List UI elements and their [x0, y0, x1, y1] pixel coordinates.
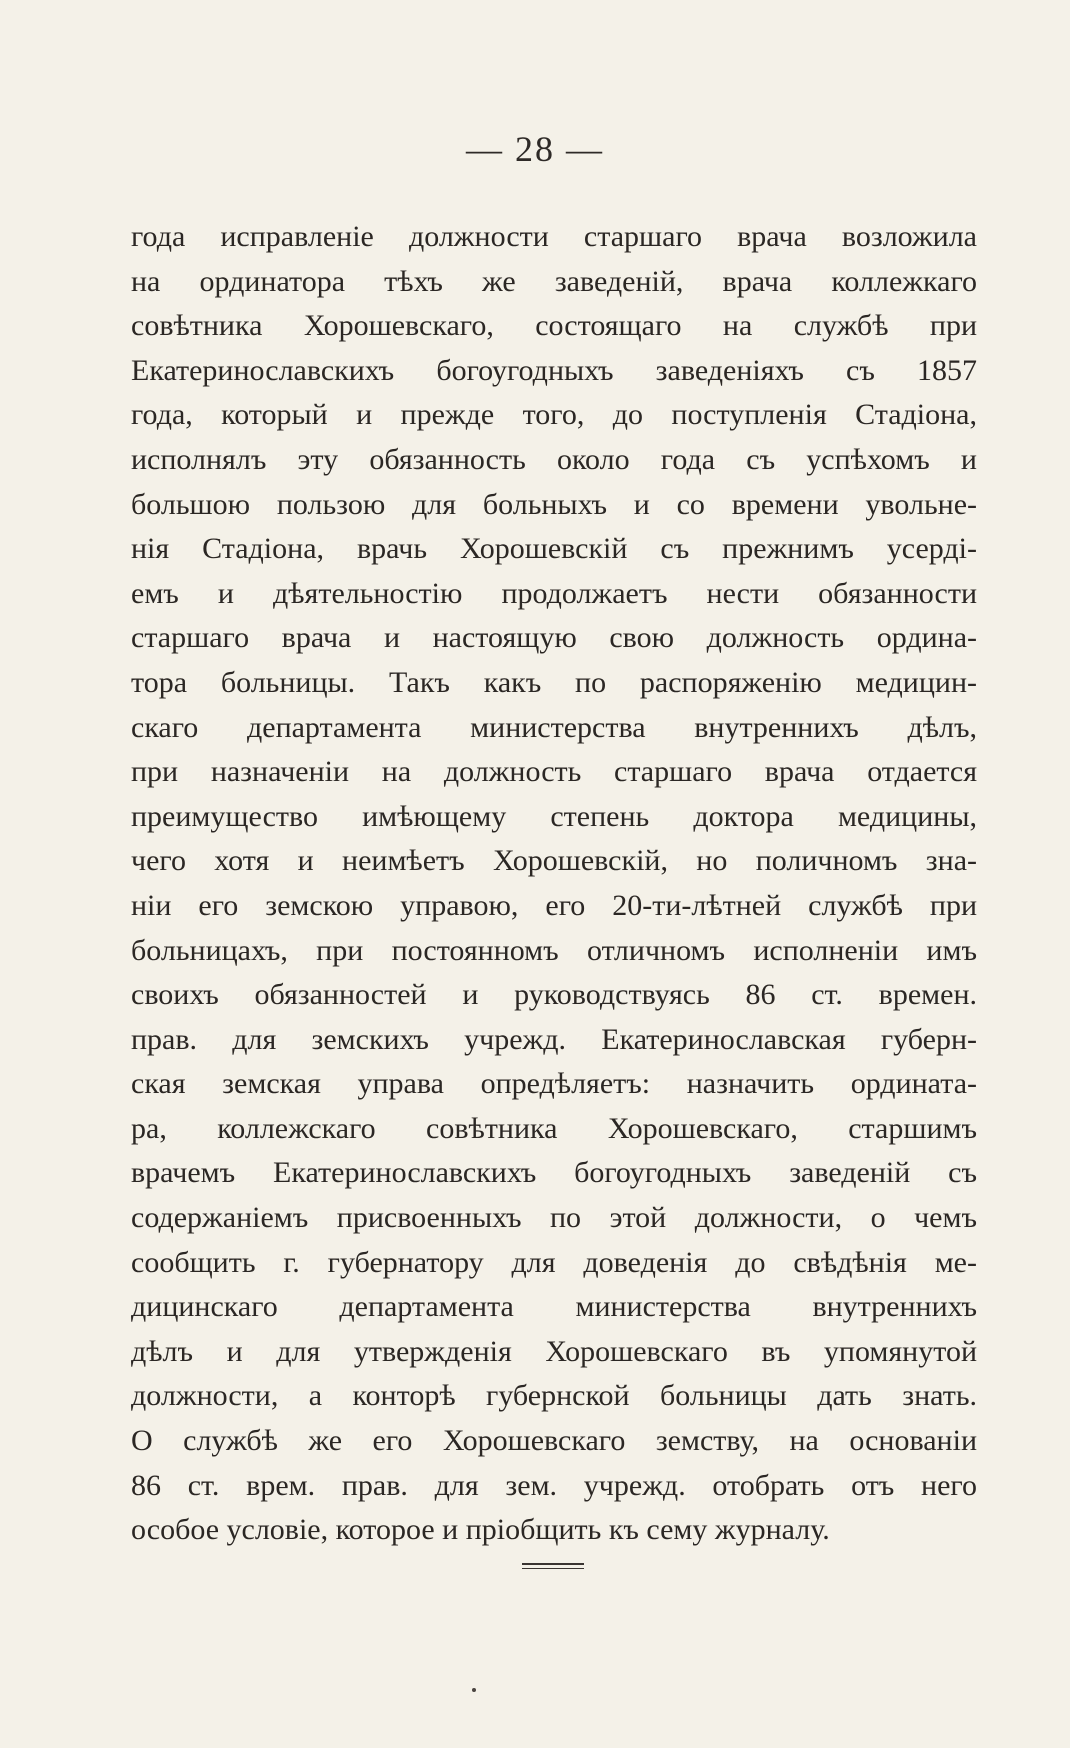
text-line: при назначеніи на должность старшаго врача отдается: [131, 755, 977, 789]
text-line: нія Стадіона, врачь Хорошевскій съ прежнимъ усерді-: [131, 532, 977, 566]
text-line: дѣлъ и для утвержденія Хорошевскаго въ упомянутой: [131, 1334, 977, 1368]
text-line: совѣтника Хорошевскаго, состоящаго на службѣ при: [131, 309, 977, 343]
text-line: дицинскаго департамента министерства внутреннихъ: [131, 1290, 977, 1324]
text-line: ра, коллежскаго совѣтника Хорошевскаго, старшимъ: [131, 1111, 977, 1145]
text-line: 86 ст. врем. прав. для зем. учрежд. отобрать отъ него: [131, 1468, 977, 1502]
text-line: прав. для земскихъ учрежд. Екатеринославская губерн-: [131, 1022, 977, 1056]
text-line: сообщить г. губернатору для доведенія до свѣдѣнія ме-: [131, 1245, 977, 1279]
text-line: ская земская управа опредѣляетъ: назначить ордината-: [131, 1067, 977, 1101]
text-line: исполнялъ эту обязанность около года съ успѣхомъ и: [131, 442, 977, 476]
text-line: года исправленіе должности старшаго врача возложила: [131, 220, 977, 253]
text-line: старшаго врача и настоящую свою должность ордина-: [131, 621, 977, 655]
text-line: О службѣ же его Хорошевскаго земству, на основаніи: [131, 1424, 977, 1458]
print-speck: [472, 1688, 476, 1692]
text-line: содержаніемъ присвоенныхъ по этой должности, о чемъ: [131, 1201, 977, 1235]
text-line: должности, а конторѣ губернской больницы дать знать.: [131, 1379, 977, 1413]
text-line: особое условіе, которое и пріобщить къ сему журналу.: [131, 1513, 830, 1547]
page-number: — 28 —: [466, 129, 604, 169]
text-line: большою пользою для больныхъ и со времени увольне-: [131, 487, 977, 521]
text-line: года, который и прежде того, до поступленія Стадіона,: [131, 398, 977, 432]
body-text: [131, 215, 977, 1553]
text-line: емъ и дѣятельностію продолжаетъ нести обязанности: [131, 576, 977, 610]
text-line: на ординатора тѣхъ же заведеній, врача коллежкаго: [131, 264, 977, 298]
text-line: Екатеринославскихъ богоугодныхъ заведеніяхъ съ 1857: [131, 353, 977, 387]
section-end-rule: [522, 1563, 584, 1565]
text-line: преимущество имѣющему степень доктора медицины,: [131, 799, 977, 833]
text-line: своихъ обязанностей и руководствуясь 86 ст. времен.: [131, 978, 977, 1012]
text-line: больницахъ, при постоянномъ отличномъ исполненіи имъ: [131, 933, 977, 967]
text-line: ніи его земскою управою, его 20-ти-лѣтней службѣ при: [131, 888, 977, 922]
text-line: скаго департамента министерства внутреннихъ дѣлъ,: [131, 710, 977, 744]
text-line: врачемъ Екатеринославскихъ богоугодныхъ заведеній съ: [131, 1156, 977, 1190]
text-line: тора больницы. Такъ какъ по распоряженію медицин-: [131, 665, 977, 699]
text-line: чего хотя и неимѣетъ Хорошевскій, но поличномъ зна-: [131, 844, 977, 878]
